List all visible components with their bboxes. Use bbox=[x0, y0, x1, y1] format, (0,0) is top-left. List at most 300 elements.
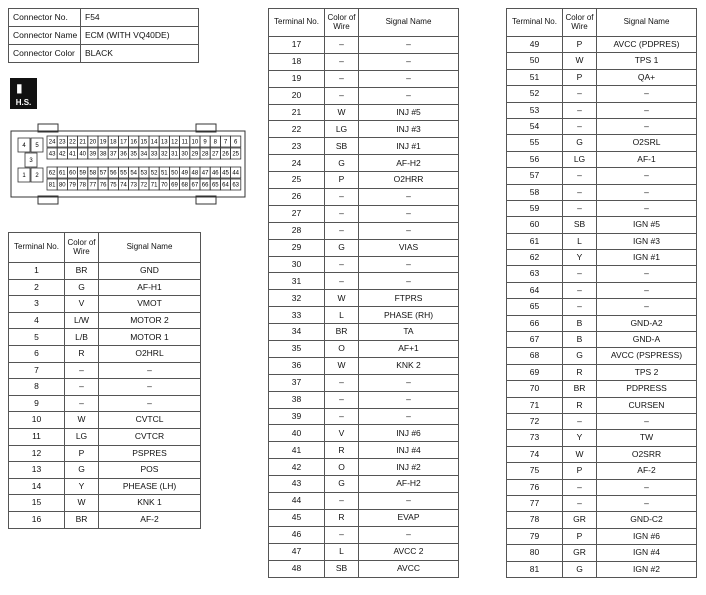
pin-label: 60 bbox=[69, 170, 76, 177]
terminal-no-cell: 35 bbox=[269, 341, 325, 358]
wire-color-cell: G bbox=[563, 135, 597, 151]
pin-label: 7 bbox=[223, 139, 228, 146]
pin-label: 8 bbox=[213, 139, 217, 146]
signal-name-cell: IGN #3 bbox=[597, 233, 697, 249]
pin-label: 2 bbox=[35, 173, 39, 180]
wire-color-cell: BR bbox=[65, 263, 99, 280]
terminal-no-cell: 16 bbox=[9, 511, 65, 528]
pin-label: 13 bbox=[160, 139, 168, 146]
pin-label: 19 bbox=[99, 139, 107, 146]
pin-label: 71 bbox=[150, 182, 158, 189]
wire-color-cell: – bbox=[325, 493, 359, 510]
pin-label: 53 bbox=[140, 170, 148, 177]
signal-name-cell: GND bbox=[99, 263, 201, 280]
signal-name-cell: AVCC (PDPRES) bbox=[597, 37, 697, 53]
wire-color-cell: BR bbox=[65, 511, 99, 528]
pin-label: 79 bbox=[69, 182, 76, 189]
table-row bbox=[269, 273, 459, 290]
table-row bbox=[507, 37, 697, 53]
pin-label: 63 bbox=[232, 182, 240, 189]
signal-name-cell: AF-2 bbox=[597, 463, 697, 479]
plug-icon: ▮ bbox=[16, 81, 23, 95]
table-row bbox=[507, 233, 697, 249]
pin-label: 73 bbox=[130, 182, 138, 189]
signal-name-cell: PHEASE (LH) bbox=[99, 478, 201, 495]
terminal-no-cell: 46 bbox=[269, 526, 325, 543]
table-row bbox=[507, 53, 697, 69]
terminal-no-cell: 58 bbox=[507, 184, 563, 200]
pin-label: 36 bbox=[120, 151, 127, 158]
terminal-no-cell: 12 bbox=[9, 445, 65, 462]
table-row bbox=[269, 138, 459, 155]
signal-name-cell: INJ #3 bbox=[359, 121, 459, 138]
pin-label: 75 bbox=[109, 182, 117, 189]
terminal-no-cell: 13 bbox=[9, 462, 65, 479]
wire-color-cell: B bbox=[563, 315, 597, 331]
pin-label: 78 bbox=[79, 182, 87, 189]
terminal-no-cell: 54 bbox=[507, 118, 563, 134]
signal-name-cell: – bbox=[359, 70, 459, 87]
wire-color-cell: BR bbox=[563, 381, 597, 397]
wire-color-cell: – bbox=[325, 189, 359, 206]
pin-label: 67 bbox=[191, 182, 199, 189]
table-row bbox=[269, 391, 459, 408]
signal-name-cell: PDPRESS bbox=[597, 381, 697, 397]
terminal-no-cell: 31 bbox=[269, 273, 325, 290]
terminal-no-cell: 24 bbox=[269, 155, 325, 172]
pin-label: 38 bbox=[99, 151, 107, 158]
connector-no-row bbox=[9, 9, 199, 27]
wire-color-cell: – bbox=[65, 395, 99, 412]
terminal-no-cell: 6 bbox=[9, 345, 65, 362]
signal-name-cell: – bbox=[597, 495, 697, 511]
table-row bbox=[269, 172, 459, 189]
wire-color-cell: V bbox=[325, 425, 359, 442]
signal-name-cell: – bbox=[99, 395, 201, 412]
pin-label: 21 bbox=[79, 139, 87, 146]
pin-label: 72 bbox=[140, 182, 148, 189]
wire-color-cell: – bbox=[563, 86, 597, 102]
pin-label: 20 bbox=[89, 139, 97, 146]
terminal-no-cell: 62 bbox=[507, 250, 563, 266]
wire-color-cell: P bbox=[563, 463, 597, 479]
terminal-no-cell: 30 bbox=[269, 256, 325, 273]
table-row bbox=[507, 364, 697, 380]
wire-color-cell: GR bbox=[563, 512, 597, 528]
terminal-no-cell: 71 bbox=[507, 397, 563, 413]
terminal-no-cell: 8 bbox=[9, 379, 65, 396]
signal-name-cell: AF-H2 bbox=[359, 476, 459, 493]
table-row bbox=[9, 362, 201, 379]
signal-name-cell: – bbox=[597, 413, 697, 429]
signal-name-cell: O2HRL bbox=[99, 345, 201, 362]
table-row bbox=[507, 315, 697, 331]
terminal-no-cell: 20 bbox=[269, 87, 325, 104]
signal-name-cell: – bbox=[597, 184, 697, 200]
wire-color-cell: – bbox=[563, 184, 597, 200]
terminal-table-2 bbox=[268, 8, 459, 578]
wire-color-cell: LG bbox=[563, 151, 597, 167]
table-header-row bbox=[507, 9, 697, 37]
table-row bbox=[269, 560, 459, 577]
pin-label: 9 bbox=[203, 139, 207, 146]
table-row bbox=[507, 381, 697, 397]
terminal-no-cell: 45 bbox=[269, 509, 325, 526]
wire-color-cell: G bbox=[325, 155, 359, 172]
pin-label: 52 bbox=[150, 170, 158, 177]
terminal-table-3 bbox=[506, 8, 697, 578]
signal-name-cell: CVTCR bbox=[99, 428, 201, 445]
terminal-no-cell: 10 bbox=[9, 412, 65, 429]
terminal-no-cell: 11 bbox=[9, 428, 65, 445]
wire-color-cell: – bbox=[65, 379, 99, 396]
table-row bbox=[9, 296, 201, 313]
pin-label: 10 bbox=[191, 139, 199, 146]
table-row bbox=[9, 263, 201, 280]
pin-label: 62 bbox=[48, 170, 56, 177]
signal-name-cell: AVCC 2 bbox=[359, 543, 459, 560]
signal-name-header: Signal Name bbox=[99, 233, 201, 263]
wire-color-cell: G bbox=[325, 476, 359, 493]
pin-label: 49 bbox=[181, 170, 189, 177]
terminal-no-cell: 36 bbox=[269, 357, 325, 374]
pin-label: 35 bbox=[130, 151, 138, 158]
pin-label: 30 bbox=[181, 151, 189, 158]
pin-label: 1 bbox=[22, 173, 26, 180]
signal-name-cell: KNK 1 bbox=[99, 495, 201, 512]
pin-label: 14 bbox=[150, 139, 158, 146]
table-row bbox=[269, 256, 459, 273]
table-row bbox=[269, 442, 459, 459]
signal-name-cell: TW bbox=[597, 430, 697, 446]
terminal-no-cell: 15 bbox=[9, 495, 65, 512]
connector-pin-diagram bbox=[8, 122, 248, 212]
table-row bbox=[269, 476, 459, 493]
pin-label: 81 bbox=[48, 182, 56, 189]
terminal-no-cell: 3 bbox=[9, 296, 65, 313]
table-row bbox=[269, 324, 459, 341]
pin-label: 44 bbox=[232, 170, 240, 177]
terminal-no-cell: 5 bbox=[9, 329, 65, 346]
table-row bbox=[9, 312, 201, 329]
connector-name-value: ECM (WITH VQ40DE) bbox=[81, 27, 199, 45]
wire-color-cell: – bbox=[325, 273, 359, 290]
terminal-no-cell: 75 bbox=[507, 463, 563, 479]
terminal-no-cell: 18 bbox=[269, 53, 325, 70]
terminal-table-1 bbox=[8, 232, 201, 529]
pin-label: 41 bbox=[69, 151, 76, 158]
wire-color-cell: L bbox=[325, 307, 359, 324]
wire-color-cell: O bbox=[325, 459, 359, 476]
terminal-no-cell: 42 bbox=[269, 459, 325, 476]
terminal-no-cell: 55 bbox=[507, 135, 563, 151]
wire-color-cell: G bbox=[325, 239, 359, 256]
terminal-no-cell: 72 bbox=[507, 413, 563, 429]
connector-name-row bbox=[9, 27, 199, 45]
signal-name-cell: O2HRR bbox=[359, 172, 459, 189]
wire-color-header: Color of Wire bbox=[65, 233, 99, 263]
pin-label: 77 bbox=[89, 182, 97, 189]
terminal-no-header: Terminal No. bbox=[507, 9, 563, 37]
terminal-no-cell: 1 bbox=[9, 263, 65, 280]
terminal-no-cell: 2 bbox=[9, 279, 65, 296]
signal-name-cell: TPS 2 bbox=[597, 364, 697, 380]
pin-label: 34 bbox=[140, 151, 148, 158]
pin-label: 56 bbox=[109, 170, 117, 177]
terminal-no-cell: 78 bbox=[507, 512, 563, 528]
terminal-no-cell: 22 bbox=[269, 121, 325, 138]
table-row bbox=[269, 493, 459, 510]
terminal-no-cell: 40 bbox=[269, 425, 325, 442]
wire-color-cell: O bbox=[325, 341, 359, 358]
signal-name-cell: – bbox=[597, 168, 697, 184]
terminal-no-cell: 81 bbox=[507, 561, 563, 577]
pin-label: 59 bbox=[79, 170, 87, 177]
pin-label: 15 bbox=[140, 139, 148, 146]
table-row bbox=[269, 121, 459, 138]
wire-color-cell: – bbox=[563, 495, 597, 511]
table-row bbox=[507, 348, 697, 364]
terminal-no-cell: 65 bbox=[507, 299, 563, 315]
wire-color-cell: SB bbox=[325, 138, 359, 155]
table-row bbox=[269, 70, 459, 87]
pin-label: 57 bbox=[99, 170, 107, 177]
pin-label: 45 bbox=[222, 170, 229, 177]
signal-name-cell: VIAS bbox=[359, 239, 459, 256]
wire-color-cell: R bbox=[65, 345, 99, 362]
wire-color-cell: – bbox=[563, 299, 597, 315]
pin-label: 18 bbox=[109, 139, 117, 146]
wire-color-cell: Y bbox=[65, 478, 99, 495]
wire-color-cell: P bbox=[325, 172, 359, 189]
wire-color-header: Color of Wire bbox=[325, 9, 359, 37]
pin-label: 31 bbox=[171, 151, 178, 158]
signal-name-cell: PSPRES bbox=[99, 445, 201, 462]
signal-name-cell: CVTCL bbox=[99, 412, 201, 429]
table-row bbox=[507, 282, 697, 298]
table-row bbox=[507, 446, 697, 462]
terminal-no-cell: 51 bbox=[507, 69, 563, 85]
wire-color-cell: – bbox=[563, 200, 597, 216]
table-row bbox=[507, 512, 697, 528]
terminal-no-cell: 27 bbox=[269, 205, 325, 222]
table-row bbox=[507, 495, 697, 511]
signal-name-cell: IGN #1 bbox=[597, 250, 697, 266]
table-row bbox=[269, 307, 459, 324]
pin-label: 58 bbox=[89, 170, 97, 177]
signal-name-cell: GND-A2 bbox=[597, 315, 697, 331]
signal-name-cell: – bbox=[597, 299, 697, 315]
table-row bbox=[507, 561, 697, 577]
signal-name-cell: AVCC (PSPRESS) bbox=[597, 348, 697, 364]
terminal-no-cell: 7 bbox=[9, 362, 65, 379]
pin-label: 46 bbox=[211, 170, 219, 177]
wire-color-cell: SB bbox=[563, 217, 597, 233]
terminal-no-cell: 80 bbox=[507, 545, 563, 561]
wire-color-cell: LG bbox=[325, 121, 359, 138]
connector-color-label: Connector Color bbox=[9, 45, 81, 63]
table-row bbox=[269, 53, 459, 70]
pin-label: 47 bbox=[201, 170, 209, 177]
connector-no-value: F54 bbox=[81, 9, 199, 27]
terminal-no-cell: 34 bbox=[269, 324, 325, 341]
wire-color-cell: Y bbox=[563, 430, 597, 446]
table-row bbox=[507, 184, 697, 200]
terminal-no-header: Terminal No. bbox=[9, 233, 65, 263]
wire-color-cell: W bbox=[65, 495, 99, 512]
pin-layer bbox=[18, 136, 241, 190]
table-row bbox=[269, 87, 459, 104]
signal-name-cell: – bbox=[359, 37, 459, 54]
signal-name-cell: IGN #6 bbox=[597, 528, 697, 544]
signal-name-cell: – bbox=[359, 374, 459, 391]
terminal-no-cell: 64 bbox=[507, 282, 563, 298]
table-row bbox=[269, 425, 459, 442]
wire-color-cell: – bbox=[325, 408, 359, 425]
signal-name-cell: – bbox=[359, 256, 459, 273]
terminal-no-cell: 41 bbox=[269, 442, 325, 459]
signal-name-cell: – bbox=[359, 493, 459, 510]
pin-label: 27 bbox=[211, 151, 219, 158]
table-header-row bbox=[9, 233, 201, 263]
table-row bbox=[9, 345, 201, 362]
pin-label: 6 bbox=[234, 139, 238, 146]
pin-label: 69 bbox=[171, 182, 178, 189]
table-row bbox=[507, 69, 697, 85]
terminal-no-cell: 74 bbox=[507, 446, 563, 462]
terminal-no-cell: 68 bbox=[507, 348, 563, 364]
terminal-no-cell: 32 bbox=[269, 290, 325, 307]
terminal-no-cell: 17 bbox=[269, 37, 325, 54]
table-row bbox=[269, 290, 459, 307]
table-row bbox=[507, 528, 697, 544]
pin-label: 48 bbox=[191, 170, 199, 177]
table-row bbox=[9, 495, 201, 512]
wire-color-cell: – bbox=[325, 374, 359, 391]
signal-name-cell: – bbox=[359, 391, 459, 408]
signal-name-cell: POS bbox=[99, 462, 201, 479]
pin-label: 23 bbox=[58, 139, 66, 146]
signal-name-cell: INJ #2 bbox=[359, 459, 459, 476]
table-row bbox=[9, 462, 201, 479]
pin-label: 70 bbox=[160, 182, 168, 189]
table-row bbox=[507, 102, 697, 118]
wire-color-cell: L/B bbox=[65, 329, 99, 346]
signal-name-cell: MOTOR 2 bbox=[99, 312, 201, 329]
pin-label: 12 bbox=[171, 139, 178, 146]
terminal-no-cell: 39 bbox=[269, 408, 325, 425]
hs-label: H.S. bbox=[15, 98, 32, 107]
wire-color-cell: – bbox=[563, 479, 597, 495]
table-row bbox=[507, 250, 697, 266]
harness-side-icon bbox=[10, 78, 37, 109]
table-row bbox=[507, 200, 697, 216]
pin-label: 26 bbox=[222, 151, 229, 158]
table-header-row bbox=[269, 9, 459, 37]
signal-name-cell: – bbox=[359, 205, 459, 222]
pin-label: 74 bbox=[120, 182, 127, 189]
signal-name-cell: O2SRR bbox=[597, 446, 697, 462]
terminal-no-cell: 33 bbox=[269, 307, 325, 324]
wire-color-cell: SB bbox=[325, 560, 359, 577]
pin-label: 68 bbox=[181, 182, 189, 189]
signal-name-cell: TPS 1 bbox=[597, 53, 697, 69]
terminal-no-cell: 21 bbox=[269, 104, 325, 121]
signal-name-cell: PHASE (RH) bbox=[359, 307, 459, 324]
wire-color-cell: – bbox=[563, 102, 597, 118]
table-row bbox=[269, 357, 459, 374]
table-row bbox=[507, 397, 697, 413]
signal-name-cell: INJ #5 bbox=[359, 104, 459, 121]
pin-label: 64 bbox=[222, 182, 229, 189]
pin-label: 76 bbox=[99, 182, 107, 189]
table-row bbox=[269, 526, 459, 543]
signal-name-cell: – bbox=[99, 362, 201, 379]
terminal-no-cell: 19 bbox=[269, 70, 325, 87]
signal-name-header: Signal Name bbox=[597, 9, 697, 37]
wire-color-cell: G bbox=[65, 462, 99, 479]
wire-color-cell: BR bbox=[325, 324, 359, 341]
wire-color-cell: R bbox=[563, 364, 597, 380]
wire-color-cell: P bbox=[563, 37, 597, 53]
terminal-no-cell: 60 bbox=[507, 217, 563, 233]
table-row bbox=[507, 168, 697, 184]
wire-color-cell: R bbox=[563, 397, 597, 413]
signal-name-cell: INJ #4 bbox=[359, 442, 459, 459]
table-row bbox=[269, 374, 459, 391]
wire-color-header: Color of Wire bbox=[563, 9, 597, 37]
table-row bbox=[9, 511, 201, 528]
terminal-no-cell: 26 bbox=[269, 189, 325, 206]
signal-name-cell: AF-H2 bbox=[359, 155, 459, 172]
table-row bbox=[269, 205, 459, 222]
pin-label: 22 bbox=[69, 139, 76, 146]
wire-color-cell: – bbox=[325, 222, 359, 239]
signal-name-cell: GND-A bbox=[597, 332, 697, 348]
wire-color-cell: – bbox=[563, 282, 597, 298]
table-row bbox=[269, 222, 459, 239]
connector-no-label: Connector No. bbox=[9, 9, 81, 27]
signal-name-cell: AF-1 bbox=[597, 151, 697, 167]
wire-color-cell: R bbox=[325, 442, 359, 459]
terminal-no-cell: 77 bbox=[507, 495, 563, 511]
table-row bbox=[507, 266, 697, 282]
signal-name-cell: – bbox=[359, 273, 459, 290]
table-row bbox=[269, 341, 459, 358]
terminal-no-cell: 28 bbox=[269, 222, 325, 239]
connector-name-label: Connector Name bbox=[9, 27, 81, 45]
terminal-no-cell: 49 bbox=[507, 37, 563, 53]
wire-color-cell: Y bbox=[563, 250, 597, 266]
pin-label: 4 bbox=[22, 143, 26, 150]
wire-color-cell: W bbox=[563, 446, 597, 462]
table-row bbox=[269, 459, 459, 476]
pin-label: 50 bbox=[171, 170, 178, 177]
wire-color-cell: G bbox=[563, 348, 597, 364]
signal-name-cell: – bbox=[597, 266, 697, 282]
wire-color-cell: – bbox=[563, 266, 597, 282]
terminal-no-cell: 38 bbox=[269, 391, 325, 408]
terminal-no-cell: 70 bbox=[507, 381, 563, 397]
wire-color-cell: – bbox=[325, 205, 359, 222]
wire-color-cell: L bbox=[325, 543, 359, 560]
pin-label: 32 bbox=[160, 151, 168, 158]
signal-name-cell: FTPRS bbox=[359, 290, 459, 307]
table-row bbox=[507, 299, 697, 315]
terminal-no-cell: 66 bbox=[507, 315, 563, 331]
terminal-no-cell: 61 bbox=[507, 233, 563, 249]
wire-color-cell: GR bbox=[563, 545, 597, 561]
